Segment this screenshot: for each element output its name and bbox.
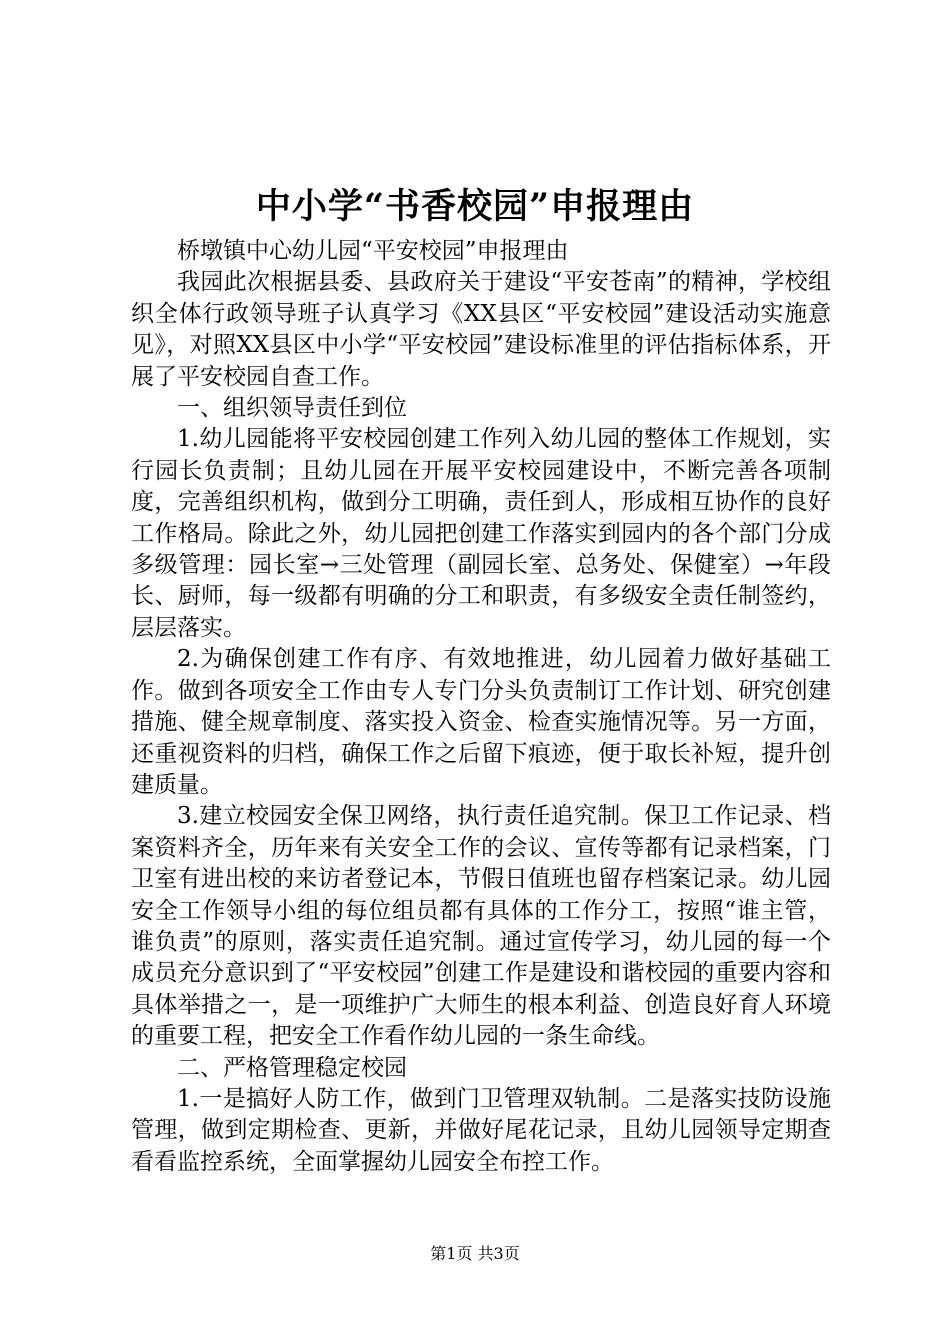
section-heading-2: 二、严格管理稳定校园: [177, 1054, 407, 1081]
paragraph-item-1-3: 3.建立校园安全保卫网络，执行责任追究制。保卫工作记录、档案资料齐全，历年来有关安全工作的会议、宣传等都有记录档案，门卫室有进出校的来访者登记本，节假日值班也留存档案记录。幼儿园安全工作领导小组的每位组员都有具体的工作分工，按照“谁主管，谁负责”的原则，落实责任追究制。通过宣传学习，幼儿园的每一个成员充分意识到了“平安校园”创建工作是建设和谐校园的重要内容和具体举措之一，是一项维护广大师生的根本利益、创造良好育人环境的重要工程，把安全工作看作幼儿园的一条生命线。: [131, 803, 831, 1050]
section-heading-1: 一、组织领导责任到位: [177, 395, 407, 422]
paragraph-item-1-2: 2.为确保创建工作有序、有效地推进，幼儿园着力做好基础工作。做到各项安全工作由专人专门分头负责制订工作计划、研究创建措施、健全规章制度、落实投入资金、检查实施情况等。另一方面，还重视资料的归档，确保工作之后留下痕迹，便于取长补短，提升创建质量。: [131, 646, 831, 798]
paragraph-item-1-1: 1.幼儿园能将平安校园创建工作列入幼儿园的整体工作规划，实行园长负责制；且幼儿园在开展平安校园建设中，不断完善各项制度，完善组织机构，做到分工明确，责任到人，形成相互协作的良好工作格局。除此之外，幼儿园把创建工作落实到园内的各个部门分成多级管理：园长室→三处管理（副园长室、总务处、保健室）→年段长、厨师，每一级都有明确的分工和职责，有多级安全责任制签约，层层落实。: [131, 426, 831, 641]
paragraph-intro: 我园此次根据县委、县政府关于建设“平安苍南”的精神，学校组织全体行政领导班子认真学习《XX县区“平安校园”建设活动实施意见》，对照XX县区中小学“平安校园”建设标准里的评估指标体系，开展了平安校园自查工作。: [131, 269, 831, 390]
page-number-footer: 第1页 共3页: [430, 1244, 520, 1263]
paragraph-subtitle: 桥墩镇中心幼儿园“平安校园”申报理由: [177, 238, 569, 264]
paragraph-item-2-1: 1.一是搞好人防工作，做到门卫管理双轨制。二是落实技防设施管理，做到定期检查、更新，并做好尾花记录，且幼儿园领导定期查看看监控系统，全面掌握幼儿园安全布控工作。: [131, 1085, 831, 1175]
document-body: [131, 236, 831, 1178]
document-title: 中小学“书香校园”申报理由: [255, 186, 695, 227]
